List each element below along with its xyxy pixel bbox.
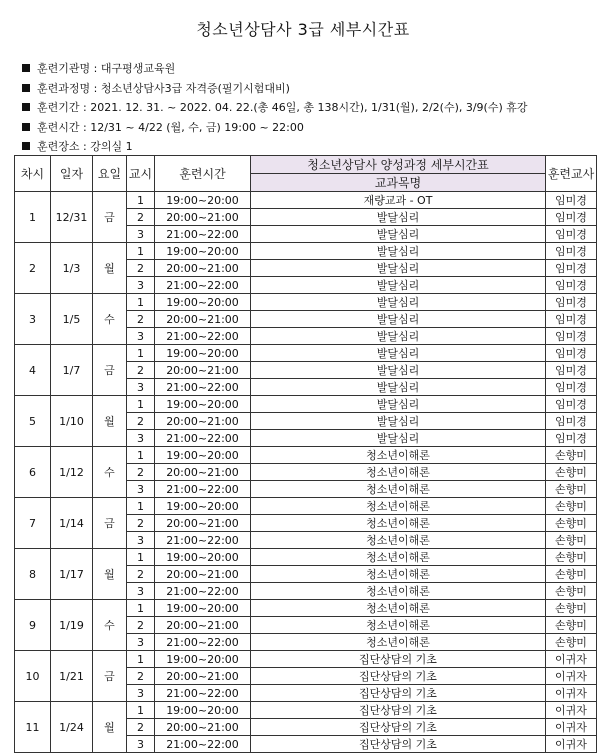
cell-time: 20:00~21:00 — [155, 260, 251, 277]
cell-teacher: 손향미 — [546, 532, 597, 549]
cell-time: 21:00~22:00 — [155, 430, 251, 447]
cell-subject: 집단상담의 기초 — [251, 736, 546, 753]
cell-subject: 청소년이해론 — [251, 447, 546, 464]
cell-period: 1 — [127, 243, 155, 260]
cell-teacher: 손향미 — [546, 515, 597, 532]
cell-time: 21:00~22:00 — [155, 328, 251, 345]
cell-subject: 청소년이해론 — [251, 481, 546, 498]
header-date: 일자 — [51, 156, 93, 192]
header-teacher: 훈련교사 — [546, 156, 597, 192]
cell-time: 19:00~20:00 — [155, 243, 251, 260]
bullet-square-icon — [22, 142, 30, 150]
cell-round: 11 — [15, 702, 51, 753]
cell-time: 21:00~22:00 — [155, 277, 251, 294]
cell-time: 21:00~22:00 — [155, 583, 251, 600]
cell-teacher: 손향미 — [546, 566, 597, 583]
cell-date: 1/19 — [51, 600, 93, 651]
cell-period: 2 — [127, 515, 155, 532]
info-line-course: 훈련과정명 : 청소년상담사3급 자격증(필기시험대비) — [22, 82, 290, 96]
cell-teacher: 임미경 — [546, 413, 597, 430]
info-line-hours: 훈련시간 : 12/31 ~ 4/22 (월, 수, 금) 19:00 ~ 22:00 — [22, 121, 304, 135]
cell-date: 1/3 — [51, 243, 93, 294]
header-time: 훈련시간 — [155, 156, 251, 192]
cell-period: 2 — [127, 260, 155, 277]
cell-time: 20:00~21:00 — [155, 464, 251, 481]
table-row — [15, 600, 597, 617]
table-row — [15, 447, 597, 464]
cell-subject: 집단상담의 기초 — [251, 668, 546, 685]
info-line-period: 훈련기간 : 2021. 12. 31. ~ 2022. 04. 22.(총 46일, 총 138시간), 1/31(월), 2/2(수), 3/9(수) 휴강 — [22, 101, 528, 115]
cell-period: 1 — [127, 498, 155, 515]
table-row — [15, 549, 597, 566]
bullet-square-icon — [22, 64, 30, 72]
cell-round: 3 — [15, 294, 51, 345]
cell-teacher: 임미경 — [546, 226, 597, 243]
cell-round: 10 — [15, 651, 51, 702]
cell-subject: 청소년이해론 — [251, 532, 546, 549]
header-period: 교시 — [127, 156, 155, 192]
header-day: 요일 — [93, 156, 127, 192]
cell-teacher: 임미경 — [546, 192, 597, 209]
cell-subject: 청소년이해론 — [251, 566, 546, 583]
cell-time: 21:00~22:00 — [155, 379, 251, 396]
cell-subject: 청소년이해론 — [251, 464, 546, 481]
cell-subject: 청소년이해론 — [251, 634, 546, 651]
cell-date: 1/5 — [51, 294, 93, 345]
cell-subject: 청소년이해론 — [251, 617, 546, 634]
cell-period: 2 — [127, 362, 155, 379]
cell-teacher: 임미경 — [546, 294, 597, 311]
cell-period: 2 — [127, 617, 155, 634]
header-course-group: 청소년상담사 양성과정 세부시간표 — [251, 156, 546, 174]
cell-period: 3 — [127, 481, 155, 498]
cell-time: 20:00~21:00 — [155, 209, 251, 226]
table-row — [15, 702, 597, 719]
header-subject: 교과목명 — [251, 174, 546, 192]
cell-time: 19:00~20:00 — [155, 447, 251, 464]
cell-round: 9 — [15, 600, 51, 651]
cell-date: 1/12 — [51, 447, 93, 498]
cell-period: 1 — [127, 396, 155, 413]
cell-subject: 청소년이해론 — [251, 583, 546, 600]
table-row — [15, 192, 597, 209]
cell-time: 20:00~21:00 — [155, 566, 251, 583]
cell-period: 1 — [127, 600, 155, 617]
cell-time: 21:00~22:00 — [155, 736, 251, 753]
cell-period: 3 — [127, 277, 155, 294]
cell-day: 금 — [93, 345, 127, 396]
cell-subject: 발달심리 — [251, 277, 546, 294]
cell-time: 20:00~21:00 — [155, 515, 251, 532]
cell-time: 19:00~20:00 — [155, 600, 251, 617]
cell-teacher: 임미경 — [546, 379, 597, 396]
table-row — [15, 294, 597, 311]
cell-time: 19:00~20:00 — [155, 396, 251, 413]
page-title: 청소년상담사 3급 세부시간표 — [196, 20, 410, 39]
cell-time: 19:00~20:00 — [155, 498, 251, 515]
cell-subject: 재량교과 - OT — [251, 192, 546, 209]
schedule-table — [14, 155, 597, 753]
cell-round: 7 — [15, 498, 51, 549]
cell-day: 월 — [93, 702, 127, 753]
cell-period: 2 — [127, 464, 155, 481]
cell-date: 1/7 — [51, 345, 93, 396]
cell-period: 3 — [127, 328, 155, 345]
cell-subject: 발달심리 — [251, 396, 546, 413]
cell-period: 2 — [127, 719, 155, 736]
cell-teacher: 임미경 — [546, 396, 597, 413]
bullet-square-icon — [22, 123, 30, 131]
cell-teacher: 이귀자 — [546, 736, 597, 753]
cell-time: 20:00~21:00 — [155, 668, 251, 685]
cell-period: 2 — [127, 311, 155, 328]
cell-period: 1 — [127, 702, 155, 719]
cell-teacher: 이귀자 — [546, 685, 597, 702]
cell-teacher: 손향미 — [546, 634, 597, 651]
cell-teacher: 임미경 — [546, 277, 597, 294]
cell-subject: 집단상담의 기초 — [251, 651, 546, 668]
cell-subject: 발달심리 — [251, 209, 546, 226]
cell-period: 3 — [127, 685, 155, 702]
table-row — [15, 651, 597, 668]
cell-time: 19:00~20:00 — [155, 549, 251, 566]
cell-subject: 청소년이해론 — [251, 515, 546, 532]
cell-day: 금 — [93, 192, 127, 243]
cell-day: 월 — [93, 396, 127, 447]
cell-subject: 발달심리 — [251, 430, 546, 447]
cell-round: 8 — [15, 549, 51, 600]
cell-subject: 발달심리 — [251, 413, 546, 430]
cell-teacher: 임미경 — [546, 209, 597, 226]
cell-time: 20:00~21:00 — [155, 719, 251, 736]
cell-teacher: 손향미 — [546, 464, 597, 481]
cell-subject: 발달심리 — [251, 311, 546, 328]
cell-date: 12/31 — [51, 192, 93, 243]
cell-day: 수 — [93, 447, 127, 498]
cell-teacher: 임미경 — [546, 311, 597, 328]
cell-period: 3 — [127, 634, 155, 651]
cell-subject: 집단상담의 기초 — [251, 702, 546, 719]
cell-period: 3 — [127, 430, 155, 447]
cell-teacher: 임미경 — [546, 243, 597, 260]
cell-period: 1 — [127, 192, 155, 209]
cell-subject: 발달심리 — [251, 328, 546, 345]
cell-teacher: 손향미 — [546, 549, 597, 566]
cell-subject: 집단상담의 기초 — [251, 719, 546, 736]
cell-period: 1 — [127, 447, 155, 464]
cell-period: 2 — [127, 413, 155, 430]
cell-date: 1/17 — [51, 549, 93, 600]
cell-period: 3 — [127, 226, 155, 243]
cell-date: 1/14 — [51, 498, 93, 549]
cell-time: 20:00~21:00 — [155, 362, 251, 379]
table-row — [15, 243, 597, 260]
cell-period: 2 — [127, 668, 155, 685]
cell-subject: 청소년이해론 — [251, 600, 546, 617]
bullet-square-icon — [22, 84, 30, 92]
cell-subject: 발달심리 — [251, 294, 546, 311]
cell-time: 20:00~21:00 — [155, 617, 251, 634]
cell-subject: 발달심리 — [251, 362, 546, 379]
cell-period: 1 — [127, 549, 155, 566]
cell-period: 3 — [127, 583, 155, 600]
cell-teacher: 이귀자 — [546, 651, 597, 668]
cell-subject: 발달심리 — [251, 345, 546, 362]
cell-period: 1 — [127, 651, 155, 668]
cell-round: 2 — [15, 243, 51, 294]
cell-subject: 집단상담의 기초 — [251, 685, 546, 702]
cell-teacher: 손향미 — [546, 481, 597, 498]
cell-teacher: 이귀자 — [546, 668, 597, 685]
cell-time: 21:00~22:00 — [155, 481, 251, 498]
cell-teacher: 손향미 — [546, 600, 597, 617]
cell-period: 2 — [127, 566, 155, 583]
cell-round: 1 — [15, 192, 51, 243]
table-row — [15, 498, 597, 515]
cell-period: 1 — [127, 294, 155, 311]
cell-period: 3 — [127, 379, 155, 396]
cell-time: 20:00~21:00 — [155, 413, 251, 430]
cell-period: 2 — [127, 209, 155, 226]
cell-subject: 청소년이해론 — [251, 549, 546, 566]
table-row — [15, 396, 597, 413]
cell-day: 월 — [93, 243, 127, 294]
schedule-body — [15, 192, 597, 753]
cell-time: 20:00~21:00 — [155, 311, 251, 328]
cell-subject: 청소년이해론 — [251, 498, 546, 515]
cell-teacher: 임미경 — [546, 328, 597, 345]
cell-teacher: 손향미 — [546, 498, 597, 515]
cell-day: 수 — [93, 294, 127, 345]
cell-day: 수 — [93, 600, 127, 651]
cell-teacher: 임미경 — [546, 260, 597, 277]
cell-teacher: 임미경 — [546, 362, 597, 379]
cell-teacher: 이귀자 — [546, 702, 597, 719]
cell-time: 19:00~20:00 — [155, 345, 251, 362]
cell-subject: 발달심리 — [251, 260, 546, 277]
cell-time: 21:00~22:00 — [155, 226, 251, 243]
header-round: 차시 — [15, 156, 51, 192]
cell-date: 1/21 — [51, 651, 93, 702]
cell-period: 3 — [127, 736, 155, 753]
cell-day: 금 — [93, 651, 127, 702]
cell-teacher: 이귀자 — [546, 719, 597, 736]
cell-subject: 발달심리 — [251, 226, 546, 243]
cell-teacher: 손향미 — [546, 617, 597, 634]
cell-subject: 발달심리 — [251, 243, 546, 260]
cell-teacher: 임미경 — [546, 345, 597, 362]
cell-period: 3 — [127, 532, 155, 549]
cell-day: 금 — [93, 498, 127, 549]
cell-round: 5 — [15, 396, 51, 447]
cell-date: 1/24 — [51, 702, 93, 753]
cell-time: 19:00~20:00 — [155, 192, 251, 209]
info-line-institution: 훈련기관명 : 대구평생교육원 — [22, 62, 175, 76]
cell-subject: 발달심리 — [251, 379, 546, 396]
cell-round: 4 — [15, 345, 51, 396]
info-line-location: 훈련장소 : 강의실 1 — [22, 140, 133, 154]
bullet-square-icon — [22, 103, 30, 111]
cell-teacher: 손향미 — [546, 583, 597, 600]
cell-period: 1 — [127, 345, 155, 362]
cell-time: 19:00~20:00 — [155, 294, 251, 311]
cell-time: 21:00~22:00 — [155, 634, 251, 651]
cell-time: 21:00~22:00 — [155, 685, 251, 702]
cell-time: 19:00~20:00 — [155, 702, 251, 719]
table-row — [15, 345, 597, 362]
cell-date: 1/10 — [51, 396, 93, 447]
cell-time: 21:00~22:00 — [155, 532, 251, 549]
cell-day: 월 — [93, 549, 127, 600]
cell-teacher: 손향미 — [546, 447, 597, 464]
cell-time: 19:00~20:00 — [155, 651, 251, 668]
cell-round: 6 — [15, 447, 51, 498]
cell-teacher: 임미경 — [546, 430, 597, 447]
